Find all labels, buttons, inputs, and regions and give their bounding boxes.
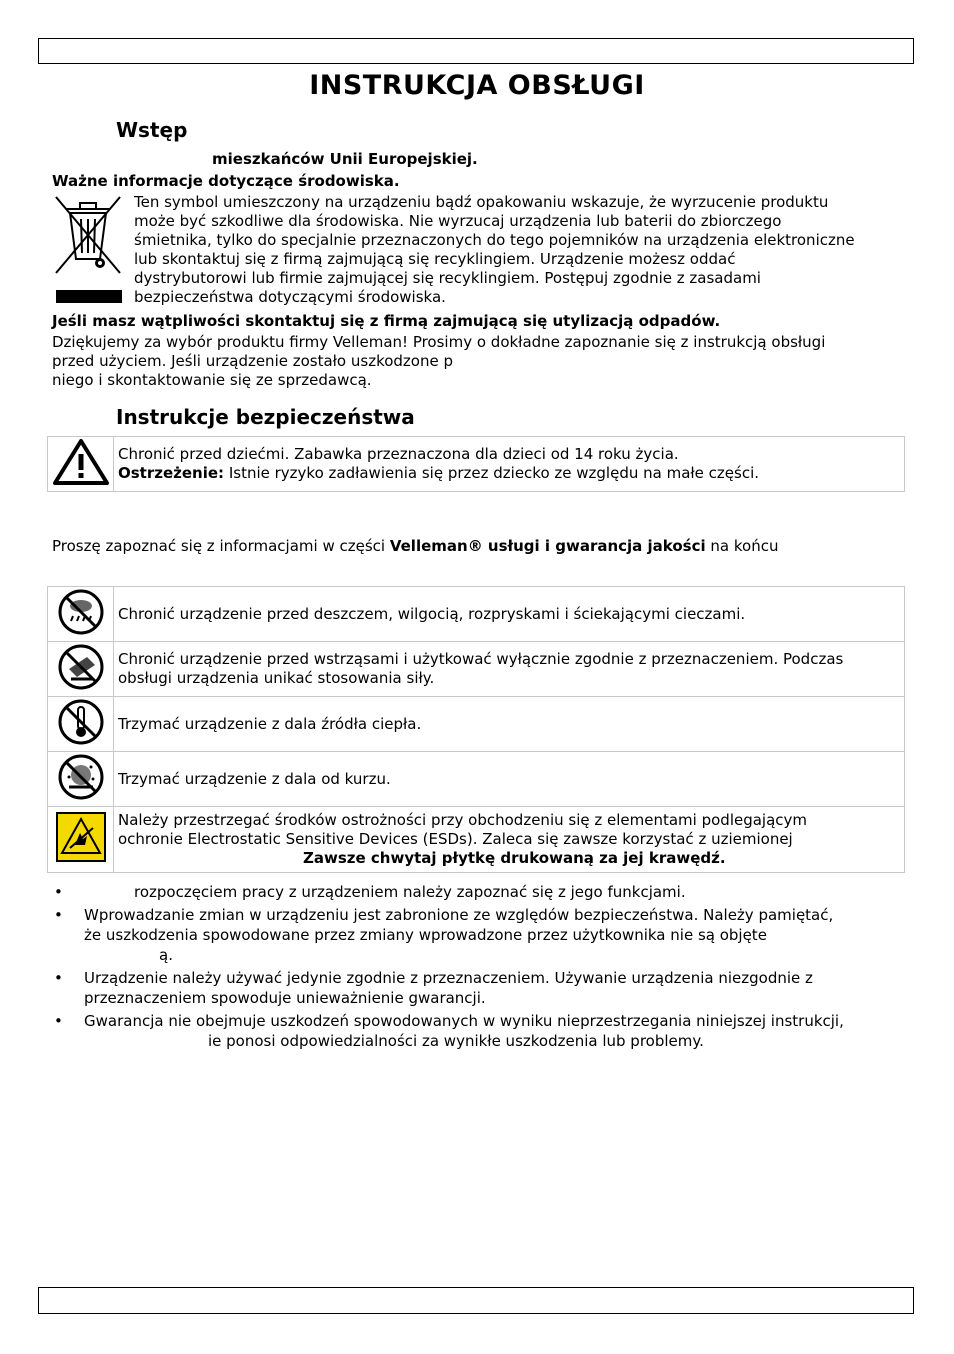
weee-line: może być szkodliwe dla środowiska. Nie wyrzucaj urządzenia lub baterii do zbiorczego: [134, 212, 782, 230]
weee-bin-icon: [52, 193, 124, 279]
eu-line: mieszkańców Unii Europejskiej.: [212, 150, 478, 168]
bullet-text: ie ponosi odpowiedzialności za wynikłe uszkodzenia lub problemy.: [208, 1032, 704, 1050]
weee-line: dystrybutorowi lub firmie zajmującej się recyklingiem. Postępuj zgodnie z zasadami: [134, 269, 761, 287]
intro-heading: Wstęp: [116, 118, 188, 142]
icon-row: [48, 642, 905, 697]
no-rain-icon: [57, 588, 105, 636]
doubt-line: Jeśli masz wątpliwości skontaktuj się z firmą zajmującą się utylizacją odpadów.: [52, 312, 721, 330]
icon-row: [48, 697, 905, 752]
weee-line: śmietnika, tylko do specjalnie przeznaczonych do tego pojemników na urządzenia elektroniczne: [134, 231, 855, 249]
weee-line: lub skontaktuj się z firmą zajmującą się recyklingiem. Urządzenie możesz oddać: [134, 250, 736, 268]
esd-warning-icon: [56, 812, 106, 862]
bullet-dot: •: [54, 883, 63, 901]
warning-label: Ostrzeżenie:: [118, 464, 225, 482]
bullet-dot: •: [54, 1012, 63, 1030]
service-line: [52, 537, 778, 556]
bullet-list: [52, 882, 912, 1054]
warning-text: Istnie ryzyko zadławienia się przez dziecko ze względu na małe części.: [224, 464, 760, 482]
no-heat-icon: [57, 698, 105, 746]
warning-table: [47, 436, 905, 492]
bullet-text: Urządzenie należy używać jedynie zgodnie z przeznaczeniem. Używanie urządzenia niezgodnie z: [84, 969, 813, 987]
thanks-line: Dziękujemy za wybór produktu firmy Velleman! Prosimy o dokładne zapoznanie się z instrukcją obsługi: [52, 333, 826, 351]
icon-row: [48, 807, 905, 873]
bullet-item: [52, 882, 912, 902]
env-heading: Ważne informacje dotyczące środowiska.: [52, 172, 400, 190]
thanks-paragraph: [52, 333, 825, 390]
weee-paragraph: [134, 193, 855, 307]
row-text: Trzymać urządzenie z dala źródła ciepła.: [118, 714, 422, 733]
esd-line-bold: Zawsze chwytaj płytkę drukowaną za jej krawędź.: [303, 849, 726, 867]
row-text: Trzymać urządzenie z dala od kurzu.: [118, 769, 391, 788]
no-shock-icon: [57, 643, 105, 691]
weee-line: bezpieczeństwa dotyczącymi środowiska.: [134, 288, 446, 306]
no-dust-icon: [57, 753, 105, 801]
icon-row: [48, 587, 905, 642]
warning-triangle-icon: [52, 438, 110, 486]
thanks-line: przed użyciem. Jeśli urządzenie zostało uszkodzone p: [52, 352, 454, 370]
safety-heading: Instrukcje bezpieczeństwa: [116, 405, 415, 429]
bullet-text: Wprowadzanie zmian w urządzeniu jest zabronione ze względów bezpieczeństwa. Należy pamiętać,: [84, 906, 834, 924]
service-prefix: Proszę zapoznać się z informacjami w części: [52, 537, 390, 555]
page-title: INSTRUKCJA OBSŁUGI: [309, 70, 645, 101]
bullet-item: [52, 1011, 912, 1051]
warning-text-cell: [114, 437, 905, 492]
service-bold: Velleman® usługi i gwarancja jakości: [389, 537, 706, 555]
esd-line: Należy przestrzegać środków ostrożności przy obchodzeniu się z elementami podlegającym: [118, 811, 808, 829]
bullet-dot: •: [54, 969, 63, 987]
bullet-item: [52, 968, 912, 1008]
service-suffix: na końcu: [705, 537, 779, 555]
icon-table: [47, 586, 905, 873]
weee-line: Ten symbol umieszczony na urządzeniu bądź opakowaniu wskazuje, że wyrzucenie produktu: [134, 193, 829, 211]
row-text: obsługi urządzenia unikać stosowania siły.: [118, 669, 435, 687]
bullet-text: rozpoczęciem pracy z urządzeniem należy zapoznać się z jego funkcjami.: [134, 883, 686, 901]
bullet-text: że uszkodzenia spowodowane przez zmiany wprowadzone przez użytkownika nie są objęte: [84, 926, 767, 944]
warning-line: Chronić przed dziećmi. Zabawka przeznaczona dla dzieci od 14 roku życia.: [118, 445, 679, 463]
bullet-dot: •: [54, 906, 63, 924]
page-footer-box: [38, 1287, 914, 1314]
bullet-text: przeznaczeniem spowoduje unieważnienie gwarancji.: [84, 989, 486, 1007]
icon-row: [48, 752, 905, 807]
bullet-item: [52, 905, 912, 965]
bullet-text: Gwarancja nie obejmuje uszkodzeń spowodowanych w wyniku nieprzestrzegania niniejszej instrukcji,: [84, 1012, 844, 1030]
page-header-box: [38, 38, 914, 64]
warning-line: [118, 464, 900, 483]
thanks-line: niego i skontaktowanie się ze sprzedawcą.: [52, 371, 372, 389]
bullet-text: ą.: [159, 946, 173, 964]
row-text: Chronić urządzenie przed deszczem, wilgocią, rozpryskami i ściekającymi cieczami.: [118, 604, 746, 623]
esd-line: ochronie Electrostatic Sensitive Devices (ESDs). Zaleca się zawsze korzystać z uziemionej: [118, 830, 793, 848]
row-text: Chronić urządzenie przed wstrząsami i użytkować wyłącznie zgodnie z przeznaczeniem. Podczas: [118, 650, 844, 668]
warning-icon-cell: [48, 437, 114, 492]
black-bar: [56, 290, 122, 303]
